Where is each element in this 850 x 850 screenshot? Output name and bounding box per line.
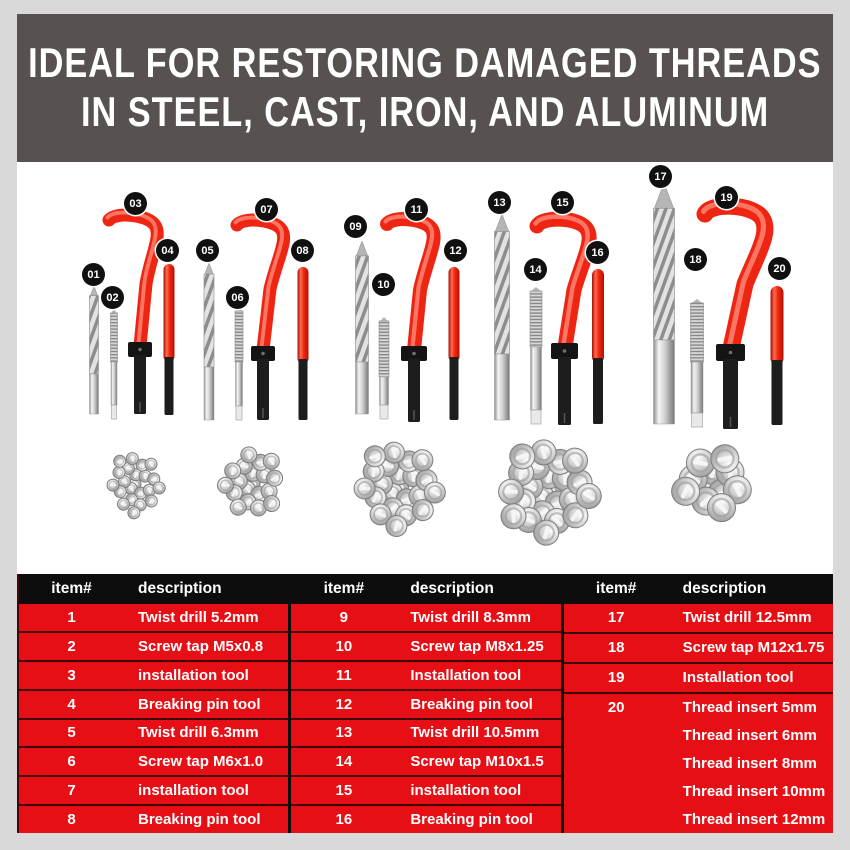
description-cell: Screw tap M6x1.0 [138, 753, 264, 771]
description-cell: Breaking pin tool [410, 811, 533, 829]
breaking-pin-tool-16 [592, 269, 604, 424]
table-row [564, 749, 833, 777]
table-row [19, 804, 288, 833]
description-cell: Twist drill 5.2mm [138, 608, 259, 626]
twist-drill-09 [356, 241, 369, 414]
item-number-cell: 12 [335, 695, 353, 713]
item-badge-19: 19 [715, 186, 738, 209]
item-badge-13: 13 [488, 191, 511, 214]
item-badge-11: 11 [405, 198, 428, 221]
twist-drill-01 [90, 286, 99, 414]
item-badge-02: 02 [101, 286, 124, 309]
item-number-cell: 11 [335, 666, 352, 684]
table-row [19, 604, 288, 631]
item-badge-18: 18 [684, 248, 707, 271]
table-row [19, 631, 288, 660]
item-number-cell: 2 [67, 637, 76, 655]
screw-tap-06 [235, 307, 243, 420]
spec-table [17, 574, 833, 833]
table-row [19, 775, 288, 804]
table-row [291, 660, 560, 689]
table-row [291, 689, 560, 718]
thread-insert-pile-1 [107, 451, 168, 520]
breaking-pin-tool-12 [449, 267, 460, 420]
table-row [564, 722, 833, 750]
spec-column-3 [561, 574, 833, 833]
description-cell: installation tool [410, 782, 522, 800]
item-badge-20: 20 [768, 257, 791, 280]
item-number-cell: 15 [335, 782, 353, 800]
item-number-header: item# [51, 580, 92, 597]
item-number-cell: 18 [607, 639, 625, 657]
table-row [564, 805, 833, 833]
item-number-cell: 3 [67, 666, 76, 684]
description-cell: Installation tool [682, 669, 794, 687]
item-number-cell: 6 [67, 753, 76, 771]
item-number-cell: 7 [67, 782, 76, 800]
product-photo-area [17, 162, 833, 574]
product-photo [17, 162, 833, 574]
headline-banner [17, 14, 833, 162]
item-number-cell: 10 [335, 637, 353, 655]
description-cell: Breaking pin tool [410, 695, 533, 713]
item-badge-14: 14 [524, 258, 547, 281]
item-number-cell: 20 [607, 699, 625, 717]
description-header: description [138, 580, 222, 597]
thread-insert-pile-2 [217, 445, 285, 519]
table-row [19, 689, 288, 718]
headline-line-1: IDEAL FOR RESTORING DAMAGED THREADS [28, 39, 822, 86]
item-number-cell: 8 [67, 811, 76, 829]
description-header: description [410, 580, 494, 597]
screw-tap-02 [111, 309, 118, 419]
item-badge-07: 07 [255, 198, 278, 221]
description-cell: Thread insert 5mm [682, 699, 817, 717]
item-badge-10: 10 [372, 273, 395, 296]
twist-drill-17 [654, 183, 675, 424]
table-row [291, 746, 560, 775]
item-badge-16: 16 [586, 241, 609, 264]
item-number-cell: 17 [607, 609, 625, 627]
spec-column-header [291, 574, 560, 604]
screw-tap-18 [691, 299, 704, 427]
item-number-header: item# [595, 580, 637, 597]
item-badge-04: 04 [156, 239, 179, 262]
breaking-pin-tool-20 [771, 286, 784, 425]
description-cell: Screw tap M10x1.5 [410, 753, 544, 771]
item-number-cell: 1 [67, 608, 76, 626]
table-row [19, 660, 288, 689]
thread-insert-pile-3 [354, 440, 449, 539]
table-row [291, 604, 560, 631]
item-number-cell: 14 [335, 753, 353, 771]
thread-insert-pile-5 [667, 443, 756, 528]
item-number-header: item# [323, 580, 365, 597]
item-badge-08: 08 [291, 239, 314, 262]
item-badge-09: 09 [344, 215, 367, 238]
description-cell: Breaking pin tool [138, 811, 261, 829]
spec-column-header [564, 574, 833, 604]
item-badge-03: 03 [124, 192, 147, 215]
table-row [19, 718, 288, 747]
description-cell: Twist drill 10.5mm [410, 724, 540, 742]
table-row [291, 631, 560, 660]
breaking-pin-tool-04 [164, 264, 175, 415]
item-badge-15: 15 [551, 191, 574, 214]
table-row [564, 662, 833, 692]
headline-line-2: IN STEEL, CAST, IRON, AND ALUMINUM [80, 88, 770, 135]
installation-tool-11 [386, 217, 434, 422]
description-cell: Screw tap M5x0.8 [138, 637, 264, 655]
description-cell: Twist drill 8.3mm [410, 608, 531, 626]
item-number-cell: 19 [607, 669, 625, 687]
breaking-pin-tool-08 [298, 267, 309, 420]
table-row [291, 718, 560, 747]
item-badge-01: 01 [82, 263, 105, 286]
screw-tap-10 [379, 317, 389, 419]
table-row [291, 775, 560, 804]
description-cell: Breaking pin tool [138, 695, 261, 713]
item-number-cell: 13 [335, 724, 353, 742]
description-header: description [682, 580, 767, 597]
description-cell: Screw tap M8x1.25 [410, 637, 544, 655]
spec-column-2 [288, 574, 560, 833]
description-cell: installation tool [138, 666, 249, 684]
table-row [291, 804, 560, 833]
item-number-cell: 16 [335, 811, 353, 829]
thread-insert-pile-4 [498, 437, 606, 548]
description-cell: Twist drill 12.5mm [682, 609, 812, 627]
table-row [564, 777, 833, 805]
description-cell: Thread insert 10mm [682, 782, 826, 800]
item-badge-12: 12 [444, 239, 467, 262]
description-cell: installation tool [138, 782, 249, 800]
table-row [564, 632, 833, 662]
item-badge-17: 17 [649, 165, 672, 188]
table-row [564, 604, 833, 632]
description-cell: Thread insert 6mm [682, 726, 817, 744]
item-badge-06: 06 [226, 286, 249, 309]
table-row [564, 692, 833, 722]
installation-tool-15 [536, 217, 590, 425]
screw-tap-14 [530, 287, 542, 424]
item-number-cell: 9 [339, 608, 348, 626]
twist-drill-13 [495, 214, 510, 420]
description-cell: Thread insert 8mm [682, 754, 817, 772]
twist-drill-05 [204, 263, 214, 420]
description-cell: Thread insert 12mm [682, 810, 826, 828]
item-number-cell: 5 [67, 724, 76, 742]
description-cell: Screw tap M12x1.75 [682, 639, 825, 657]
installation-tool-19 [704, 204, 765, 429]
spec-column-1 [19, 574, 288, 833]
description-cell: Twist drill 6.3mm [138, 724, 259, 742]
description-cell: Installation tool [410, 666, 522, 684]
item-number-cell: 4 [67, 695, 76, 713]
table-row [19, 746, 288, 775]
item-badge-05: 05 [196, 239, 219, 262]
spec-column-header [19, 574, 288, 604]
